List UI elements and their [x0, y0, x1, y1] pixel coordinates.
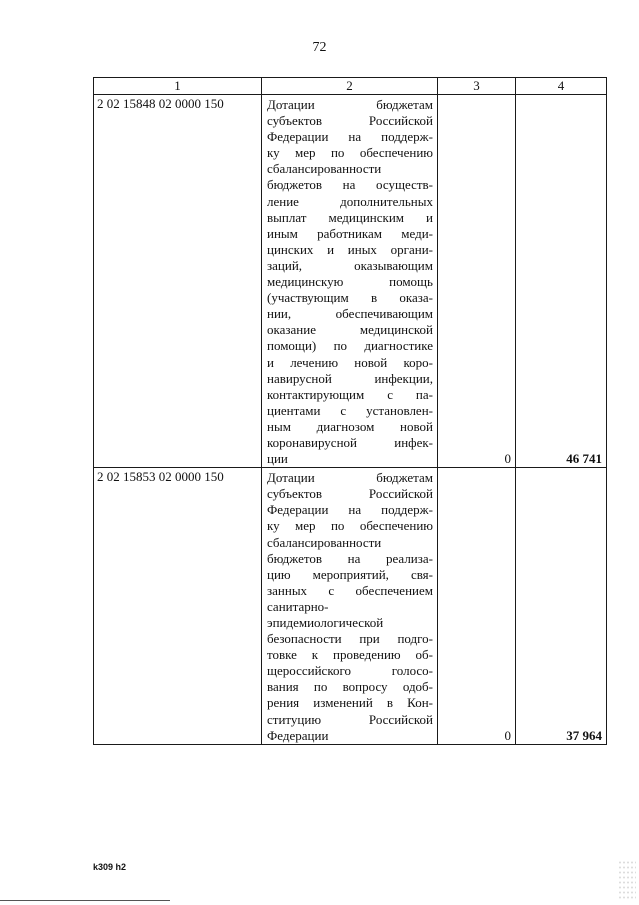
description-line: Федерации на поддерж- — [267, 129, 433, 145]
description-line: ституцию Российской — [267, 711, 433, 727]
budget-table — [93, 77, 607, 745]
description-line: безопасности при подго- — [267, 631, 433, 647]
description-line: Федерации на поддерж- — [267, 502, 433, 518]
description-line: Дотации бюджетам — [267, 470, 433, 486]
description-cell — [262, 95, 438, 468]
description-line: коронавирусной инфек- — [267, 434, 433, 450]
column-header-4: 4 — [516, 78, 607, 95]
description-line: ку мер по обеспечению — [267, 145, 433, 161]
table-row — [94, 95, 607, 468]
description-line: заций, оказывающим — [267, 257, 433, 273]
description-line: ции — [267, 451, 288, 467]
column-header-3: 3 — [438, 78, 516, 95]
description-line: субъектов Российской — [267, 113, 433, 129]
bottom-rule — [0, 900, 170, 901]
description-line: цию мероприятий, свя- — [267, 566, 433, 582]
description-line: сбалансированности — [267, 534, 382, 550]
description-line: вания по вопросу одоб- — [267, 679, 433, 695]
description-line: бюджетов на осуществ- — [267, 177, 433, 193]
description-line: эпидемиологической — [267, 615, 384, 630]
description-line: бюджетов на реализа- — [267, 550, 433, 566]
description-line: нии, обеспечивающим — [267, 306, 433, 322]
value-cell-col4: 37 964 — [516, 468, 607, 745]
table-header-row — [94, 78, 607, 95]
description-line: контактирующим с па- — [267, 386, 433, 402]
description-line: занных с обеспечением — [267, 582, 433, 598]
description-cell — [262, 468, 438, 745]
description-line: товке к проведению об- — [267, 647, 433, 663]
value-cell-col4: 46 741 — [516, 95, 607, 468]
budget-code-cell: 2 02 15848 02 0000 150 — [94, 95, 262, 468]
description-line: субъектов Российской — [267, 486, 433, 502]
description-line: ным диагнозом новой — [267, 418, 433, 434]
scan-noise — [618, 860, 636, 900]
description-line: помощи) по диагностике — [267, 338, 433, 354]
description-line: ление дополнительных — [267, 193, 433, 209]
description-line: Федерации — [267, 727, 329, 743]
description-line: иным работникам меди- — [267, 225, 433, 241]
value-cell-col3: 0 — [438, 468, 516, 745]
description-line: ку мер по обеспечению — [267, 518, 433, 534]
column-header-2: 2 — [262, 78, 438, 95]
description-line: сбалансированности — [267, 161, 382, 177]
description-line: Дотации бюджетам — [267, 97, 433, 112]
column-header-1: 1 — [94, 78, 262, 95]
description-line: оказание медицинской — [267, 322, 433, 338]
document-footer-code: k309 h2 — [93, 862, 127, 872]
description-line: и лечению новой коро- — [267, 354, 433, 370]
description-line: навирусной инфекции, — [267, 370, 433, 386]
description-line: (участвующим в оказа- — [267, 290, 433, 306]
description-line: циентами с установлен- — [267, 402, 433, 418]
description-line: рения изменений в Кон- — [267, 695, 433, 711]
description-line: санитарно- — [267, 598, 329, 614]
page-number: 72 — [312, 40, 327, 55]
table-row — [94, 468, 607, 745]
description-line: цинских и иных органи- — [267, 241, 433, 257]
description-line: выплат медицинским и — [267, 209, 433, 225]
description-line: щероссийского голосо- — [267, 663, 433, 679]
description-line: медицинскую помощь — [267, 274, 433, 290]
budget-code-cell: 2 02 15853 02 0000 150 — [94, 468, 262, 745]
value-cell-col3: 0 — [438, 95, 516, 468]
